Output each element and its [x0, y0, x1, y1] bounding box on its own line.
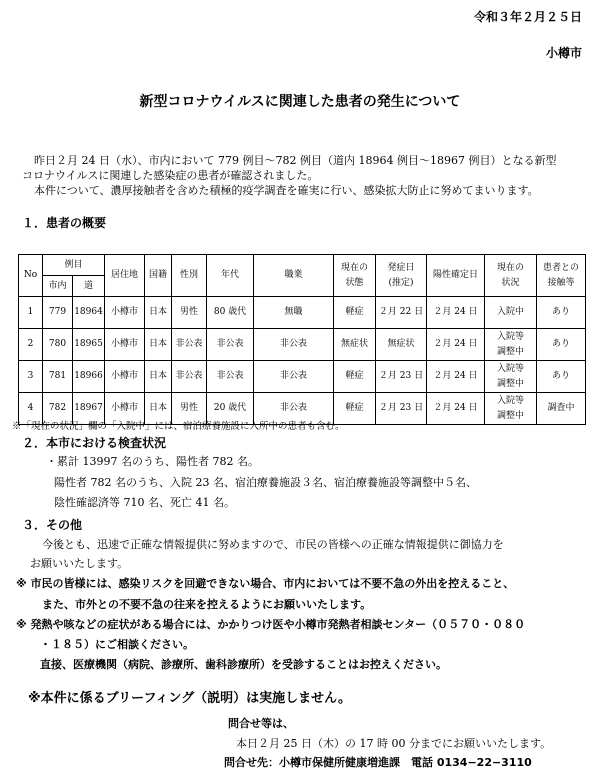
- header-pref-case: 道: [73, 276, 105, 297]
- header-no: No: [19, 255, 43, 297]
- cell-contact: あり: [537, 361, 586, 393]
- cell-condition: 軽症: [334, 361, 376, 393]
- cell-age: 非公表: [207, 361, 254, 393]
- cell-positive-date: ２月 24 日: [427, 393, 485, 425]
- cell-no: 3: [19, 361, 43, 393]
- cell-city-case: 779: [43, 297, 73, 329]
- header-contact: 患者との 接触等: [537, 255, 586, 297]
- cell-city-case: 780: [43, 329, 73, 361]
- header-sex: 性別: [172, 255, 207, 297]
- cell-occupation: 無職: [254, 297, 334, 329]
- table-note: ※「現在の状況」欄の「入院中」には、宿泊療養施設に入所中の患者も含む。: [12, 421, 345, 432]
- header-nationality: 国籍: [145, 255, 172, 297]
- other-line-1: 今後とも、迅速で正確な情報提供に努めますので、市民の皆様への正確な情報提供に御協力を: [42, 538, 504, 551]
- notice-2-line-2: ・１８５）にご相談ください。: [40, 638, 194, 651]
- cell-status: 入院中: [485, 297, 537, 329]
- header-onset: 発症日 (推定): [376, 255, 427, 297]
- header-occupation: 職業: [254, 255, 334, 297]
- section-1-heading: １．患者の概要: [22, 216, 107, 230]
- cell-pref-case: 18965: [73, 329, 105, 361]
- cell-contact: あり: [537, 329, 586, 361]
- header-city-case: 市内: [43, 276, 73, 297]
- cell-sex: 非公表: [172, 361, 207, 393]
- header-condition: 現在の 状態: [334, 255, 376, 297]
- issuer-name: 小樽市: [545, 46, 582, 60]
- cell-positive-date: ２月 24 日: [427, 361, 485, 393]
- testing-line-1: ・累計 13997 名のうち、陽性者 782 名。: [46, 455, 259, 468]
- table-row: [19, 361, 586, 393]
- other-line-2: お願いいたします。: [30, 557, 129, 570]
- page-title: 新型コロナウイルスに関連した患者の発生について: [139, 94, 461, 110]
- cell-residence: 小樽市: [105, 361, 145, 393]
- table-row: [19, 297, 586, 329]
- patient-table: [18, 254, 586, 425]
- header-age: 年代: [207, 255, 254, 297]
- table-row: [19, 329, 586, 361]
- cell-positive-date: ２月 24 日: [427, 329, 485, 361]
- header-residence: 居住地: [105, 255, 145, 297]
- document-date: 令和３年２月２５日: [473, 10, 582, 24]
- cell-pref-case: 18966: [73, 361, 105, 393]
- cell-onset: ２月 23 日: [376, 361, 427, 393]
- inquiry-line-1: 問合せ等は、: [228, 717, 294, 730]
- cell-nationality: 日本: [145, 393, 172, 425]
- cell-status: 入院等 調整中: [485, 329, 537, 361]
- testing-line-2: 陽性者 782 名のうち、入院 23 名、宿泊療養施設３名、宿泊療養施設等調整中５名、: [54, 476, 477, 489]
- cell-no: 1: [19, 297, 43, 329]
- testing-line-3: 陰性確認済等 710 名、死亡 41 名。: [54, 496, 235, 509]
- inquiry-line-2: 本日２月 25 日（木）の 17 時 00 分までにお願いいたします。: [236, 737, 552, 750]
- cell-status: 入院等 調整中: [485, 393, 537, 425]
- inquiry-contact: 問合せ先：小樽市保健所健康増進課 電話 0134−22−3110: [224, 756, 532, 769]
- cell-age: 80 歳代: [207, 297, 254, 329]
- cell-nationality: 日本: [145, 361, 172, 393]
- cell-status: 入院等 調整中: [485, 361, 537, 393]
- cell-onset: 無症状: [376, 329, 427, 361]
- notice-1-line-1: ※ 市民の皆様には、感染リスクを回避できない場合、市内においては不要不急の外出を控えること、: [16, 577, 515, 590]
- intro-line-2: コロナウイルスに関連した感染症の患者が確認されました。: [22, 169, 319, 182]
- cell-positive-date: ２月 24 日: [427, 297, 485, 329]
- briefing-notice: ※本件に係るブリーフィング（説明）は実施しません。: [28, 691, 351, 706]
- cell-residence: 小樽市: [105, 297, 145, 329]
- cell-pref-case: 18967: [73, 393, 105, 425]
- cell-sex: 男性: [172, 297, 207, 329]
- cell-contact: 調査中: [537, 393, 586, 425]
- intro-line-3: 本件について、濃厚接触者を含めた積極的疫学調査を確実に行い、感染拡大防止に努めてまいります。: [34, 184, 539, 197]
- notice-2-line-1: ※ 発熱や咳などの症状がある場合には、かかりつけ医や小樽市発熱者相談センター（０５７０・０８０: [16, 618, 526, 631]
- cell-residence: 小樽市: [105, 393, 145, 425]
- cell-contact: あり: [537, 297, 586, 329]
- notice-1-line-2: また、市外との不要不急の往来を控えるようにお願いいたします。: [42, 598, 372, 611]
- cell-condition: 軽症: [334, 297, 376, 329]
- header-status: 現在の 状況: [485, 255, 537, 297]
- cell-nationality: 日本: [145, 329, 172, 361]
- cell-onset: ２月 23 日: [376, 393, 427, 425]
- cell-sex: 非公表: [172, 329, 207, 361]
- section-3-heading: ３．その他: [22, 518, 83, 532]
- cell-no: 4: [19, 393, 43, 425]
- cell-occupation: 非公表: [254, 361, 334, 393]
- cell-onset: ２月 22 日: [376, 297, 427, 329]
- cell-occupation: 非公表: [254, 393, 334, 425]
- header-case: 例目: [43, 255, 105, 276]
- cell-age: 20 歳代: [207, 393, 254, 425]
- notice-2-line-3: 直接、医療機関（病院、診療所、歯科診療所）を受診することはお控えください。: [40, 658, 447, 671]
- header-positive-date: 陽性確定日: [427, 255, 485, 297]
- cell-condition: 無症状: [334, 329, 376, 361]
- cell-sex: 男性: [172, 393, 207, 425]
- cell-age: 非公表: [207, 329, 254, 361]
- cell-residence: 小樽市: [105, 329, 145, 361]
- cell-occupation: 非公表: [254, 329, 334, 361]
- cell-no: 2: [19, 329, 43, 361]
- cell-condition: 軽症: [334, 393, 376, 425]
- cell-city-case: 781: [43, 361, 73, 393]
- cell-nationality: 日本: [145, 297, 172, 329]
- section-2-heading: ２．本市における検査状況: [22, 436, 167, 450]
- intro-line-1: 昨日２月 24 日（水）、市内において 779 例目〜782 例目（道内 18964 例目〜18967 例目）となる新型: [34, 154, 557, 167]
- cell-pref-case: 18964: [73, 297, 105, 329]
- cell-city-case: 782: [43, 393, 73, 425]
